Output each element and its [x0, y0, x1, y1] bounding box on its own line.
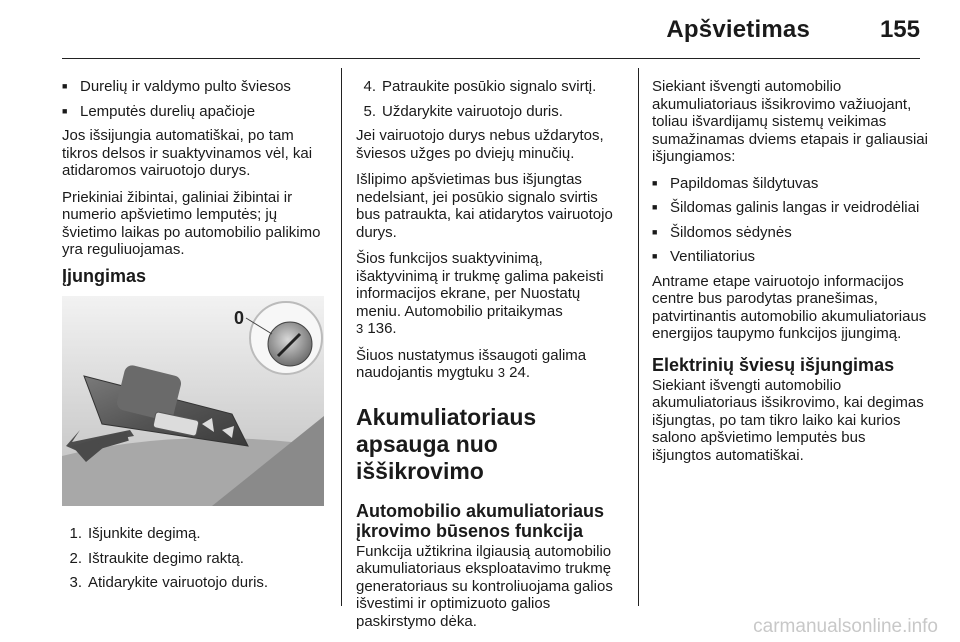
paragraph: Siekiant išvengti automobilio akumuliatoriaus išsikrovimo, kai degimas išjungtas, po tam tikro laiko kai kurios salono apšvietimo lemputės bus išjungtos automatiškai. [652, 376, 924, 464]
paragraph: Antrame etape vairuotojo informacijos centre bus parodytas pranešimas, patvirtinantis automobilio akumuliatoriaus energijos taupymo funkcijos įjungimą. [652, 272, 927, 342]
list-item: ■ Šildomos sėdynės [652, 223, 792, 241]
page-title: Apšvietimas [666, 16, 810, 43]
page-header [62, 0, 920, 59]
paragraph: Šios funkcijos suaktyvinimą, išaktyvinimą ir trukmę galima pakeisti informacijos ekrane, per Nuostatų meniu. Automobilio pritaikymas 3 136. [356, 250, 604, 337]
paragraph: Šiuos nustatymus išsaugoti galima naudojantis mygtuku 3 24. [356, 346, 587, 381]
page-ref-icon: 3 [356, 321, 364, 336]
section-heading: Įjungimas [62, 265, 147, 286]
paragraph: Priekiniai žibintai, galiniai žibintai ir numerio apšvietimo lemputės; jų švietimo laikas po automobilio palikimo yra reguliuojamas. [62, 188, 321, 258]
steps-list [62, 525, 328, 599]
subsection-heading: Automobilio akumuliatoriaus įkrovimo būsenos funkcija [356, 500, 605, 541]
subsection-heading: Elektrinių šviesų išjungimas [652, 354, 895, 375]
paragraph: Jos išsijungia automatiškai, po tam tikros delsos ir suaktyvinamos vėl, kai atidaromos vairuotojo durys. [62, 127, 313, 179]
page-ref-icon: 3 [497, 365, 505, 380]
paragraph: Išlipimo apšvietimas bus išjungtas nedelsiant, jei posūkio signalo svirtis bus patraukta, kai atidarytos vairuotojo durys. [356, 171, 613, 241]
paragraph: Jei vairuotojo durys nebus uždarytos, šviesos užges po dviejų minučių. [356, 127, 604, 162]
list-item: 2. Ištraukite degimo raktą. [69, 549, 244, 567]
column-divider [341, 68, 342, 606]
list-item: ■ Ventiliatorius [652, 248, 756, 265]
list-item: ■ Papildomas šildytuvas [652, 174, 819, 192]
column-divider [638, 68, 639, 606]
list-item: 3. Atidarykite vairuotojo duris. [69, 574, 269, 591]
list-item: ■ Šildomas galinis langas ir veidrodėliai [652, 199, 920, 216]
watermark: carmanualsonline.info [753, 616, 938, 637]
list-item: 5. Uždarykite vairuotojo duris. [363, 102, 563, 120]
paragraph: Siekiant išvengti automobilio akumuliatoriaus išsikrovimo važiuojant, toliau išvardijamų sistemų veikimas sumažinamas dviems etapais ir galiausiai išjungiamos: [652, 78, 928, 165]
turn-signal-lever-illustration [62, 296, 324, 506]
section-title: Akumuliatoriaus apsauga nuo iššikrovimo [356, 403, 537, 484]
list-item: 1. Išjunkite degimą. [69, 525, 201, 542]
paragraph: Funkcija užtikrina ilgiausią automobilio akumuliatoriaus eksploatavimo trukmę generatoriaus su kontroliuojama galios išvestimi ir optimizuoto galios paskirstymo dėka. [356, 542, 613, 630]
column-3 [652, 78, 928, 473]
position-label: 0 [234, 308, 245, 328]
column-2 [356, 78, 626, 639]
list-item: ■ Lemputės durelių apačioje [62, 102, 256, 120]
column-1 [62, 78, 328, 307]
page-reference[interactable]: 24. [509, 364, 531, 381]
page-number: 155 [879, 16, 920, 43]
page-reference[interactable]: 136. [367, 320, 397, 337]
list-item: 4. Patraukite posūkio signalo svirtį. [363, 78, 597, 95]
list-item: ■ Durelių ir valdymo pulto šviesos [62, 78, 291, 95]
